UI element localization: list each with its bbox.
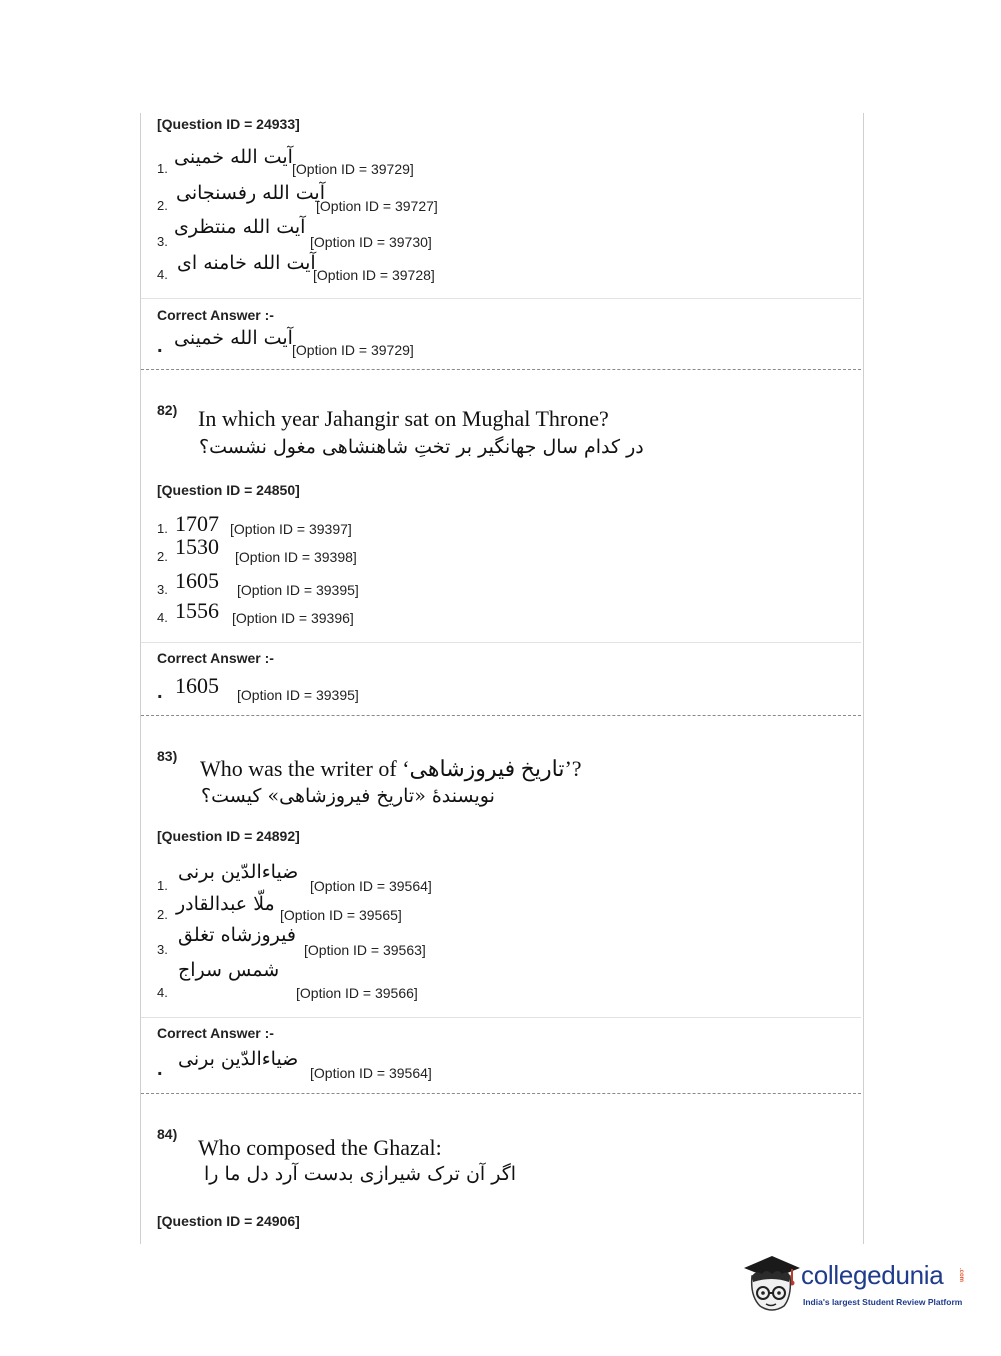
option-text: آیت الله خمینی [174,146,293,168]
correct-answer-id: [Option ID = 39729] [292,342,414,358]
option-text: شمس سراج [178,959,280,981]
divider [141,298,861,299]
option-number: 4. [157,267,168,282]
question-number: 83) [157,748,178,764]
option-text: 1605 [175,568,219,593]
option-text: آیت الله خامنه ای [177,252,316,274]
divider [141,642,861,643]
option-id: [Option ID = 39398] [235,549,357,565]
correct-answer-label: Correct Answer :- [157,1025,274,1041]
question-text-fa: نویسندهٔ «تاریخ فیروزشاهی» کیست؟ [201,785,495,807]
question-separator [141,369,861,370]
question-number: 82) [157,402,178,418]
correct-answer-label: Correct Answer :- [157,307,274,323]
question-separator [141,715,861,716]
option-text: آیت الله رفسنجانی [176,182,325,204]
question-text-en: Who was the writer of ‘تاریخ فیروزشاهی’? [200,756,582,781]
question-id-84: [Question ID = 24906] [157,1213,300,1229]
option-id: [Option ID = 39397] [230,521,352,537]
correct-answer-text: 1605 [175,673,219,698]
option-text: 1707 [175,511,219,536]
option-number: 1. [157,161,168,176]
option-number: 2. [157,549,168,564]
option-number: 3. [157,582,168,597]
option-number: 4. [157,610,168,625]
option-id: [Option ID = 39727] [316,198,438,214]
question-text-fa: اگر آن ترک شیرازی بدست آرد دل ما را [204,1163,517,1185]
option-id: [Option ID = 39728] [313,267,435,283]
question-text-fa: در کدام سال جهانگیر بر تختِ شاهنشاهی مغول نشست؟ [199,436,644,458]
correct-answer-text: آیت الله خمینی [174,327,293,349]
option-number: 1. [157,521,168,536]
question-text-en: Who composed the Ghazal: [198,1135,442,1160]
option-id: [Option ID = 39730] [310,234,432,250]
correct-answer-id: [Option ID = 39395] [237,687,359,703]
option-number: 3. [157,234,168,249]
option-id: [Option ID = 39564] [310,878,432,894]
option-id: [Option ID = 39396] [232,610,354,626]
option-number: 2. [157,907,168,922]
option-number: 4. [157,985,168,1000]
option-id: [Option ID = 39563] [304,942,426,958]
correct-answer-text: ضیاءالدّین برنی [178,1048,299,1070]
question-separator [141,1093,861,1094]
question-text-en: In which year Jahangir sat on Mughal Throne? [198,406,609,431]
question-id-81: [Question ID = 24933] [157,116,300,132]
collegedunia-logo [742,1252,972,1322]
option-text: فیروزشاه تغلق [178,924,296,946]
answer-bullet: . [157,335,163,357]
option-id: [Option ID = 39395] [237,582,359,598]
answer-bullet: . [157,681,163,703]
logo-suffix: .com [958,1268,964,1283]
mascot-icon [742,1252,802,1316]
option-number: 1. [157,878,168,893]
option-text: 1556 [175,598,219,623]
option-text: آیت الله منتظری [174,216,306,238]
option-text: ضیاءالدّین برنی [178,861,299,883]
logo-tagline: India's largest Student Review Platform [803,1297,963,1307]
option-text: ملّا عبدالقادر [176,893,275,915]
logo-name: collegedunia [801,1260,944,1290]
question-id-83: [Question ID = 24892] [157,828,300,844]
correct-answer-id: [Option ID = 39564] [310,1065,432,1081]
option-number: 3. [157,942,168,957]
option-id: [Option ID = 39729] [292,161,414,177]
page-frame [140,113,864,1244]
option-id: [Option ID = 39565] [280,907,402,923]
option-id: [Option ID = 39566] [296,985,418,1001]
question-number: 84) [157,1126,178,1142]
correct-answer-label: Correct Answer :- [157,650,274,666]
option-text: 1530 [175,534,219,559]
answer-bullet: . [157,1058,163,1080]
divider [141,1017,861,1018]
option-number: 2. [157,198,168,213]
question-id-82: [Question ID = 24850] [157,482,300,498]
